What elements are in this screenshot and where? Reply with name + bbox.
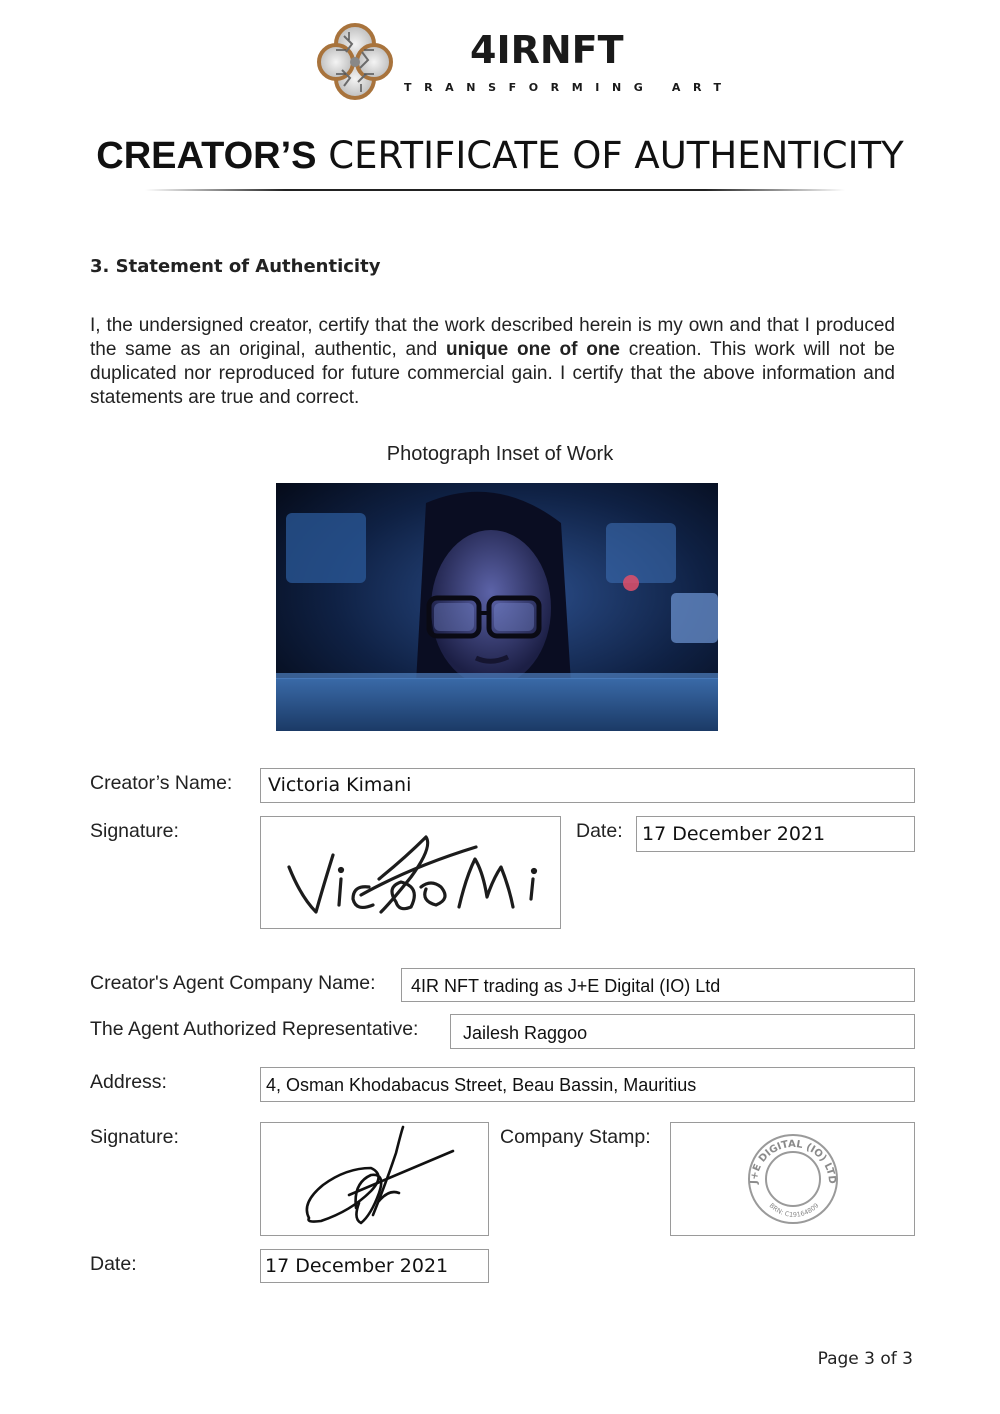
- creator-signature-box: [260, 816, 561, 929]
- creator-date-field: [636, 816, 915, 852]
- statement-bold: unique one of one: [445, 339, 621, 360]
- agent-address-value: 4, Osman Khodabacus Street, Beau Bassin, Mauritius: [266, 1075, 697, 1095]
- creator-signature-label: Signature:: [90, 820, 179, 842]
- title-divider: [145, 189, 845, 191]
- creator-signature-icon: [261, 817, 560, 928]
- agent-company-label: Creator's Agent Company Name:: [90, 972, 376, 994]
- agent-date-value: 17 December 2021: [265, 1255, 449, 1277]
- statement-part1: I, the undersigned creator, certify that the work described herein is my own and that I produced the same as an original, authentic, and: [90, 315, 895, 360]
- stamp-text-bottom: BRN: C19164809: [767, 1201, 821, 1219]
- section-heading: [90, 256, 380, 277]
- agent-date-field: [260, 1249, 489, 1283]
- creator-name-label: Creator’s Name:: [90, 772, 233, 794]
- agent-company-field: [401, 968, 915, 1002]
- agent-rep-field: [450, 1014, 915, 1049]
- agent-signature-box: [260, 1122, 489, 1236]
- section-number: 3.: [90, 256, 110, 277]
- agent-date-label: Date:: [90, 1253, 137, 1275]
- stamp-text-top: J+E DIGITAL (IO) LTD: [748, 1138, 838, 1185]
- creator-name-field: [260, 768, 915, 803]
- brand-tagline: TRANSFORMING ART: [404, 81, 734, 94]
- agent-rep-value: Jailesh Raggoo: [463, 1023, 588, 1043]
- photo-caption: Photograph Inset of Work: [386, 443, 614, 465]
- title-bold: CREATOR’S: [96, 135, 317, 177]
- company-stamp-icon: [743, 1133, 843, 1225]
- creator-date-value: 17 December 2021: [642, 823, 826, 845]
- creator-date-label: Date:: [576, 820, 623, 842]
- agent-company-value: 4IR NFT trading as J+E Digital (IO) Ltd: [411, 976, 721, 996]
- agent-rep-label: The Agent Authorized Representative:: [90, 1018, 419, 1040]
- authenticity-statement: [90, 314, 895, 410]
- artwork-photo: [276, 483, 718, 731]
- company-stamp-label: Company Stamp:: [500, 1126, 651, 1148]
- company-stamp-box: [670, 1122, 915, 1236]
- brand-logo-icon: [316, 22, 394, 102]
- statement-part2: creation. This work will not be duplicated nor reproduced for future commercial gain. I certify that the above information and statements are true and correct.: [90, 339, 896, 408]
- section-title: Statement of Authenticity: [115, 256, 381, 277]
- document-title: [0, 134, 1000, 178]
- agent-signature-icon: [261, 1123, 488, 1235]
- agent-address-label: Address:: [90, 1071, 167, 1093]
- title-rest: CERTIFICATE OF AUTHENTICITY: [328, 134, 904, 177]
- agent-address-field: [260, 1067, 915, 1102]
- creator-name-value: Victoria Kimani: [268, 774, 412, 796]
- agent-signature-label: Signature:: [90, 1126, 179, 1148]
- page-number: Page 3 of 3: [817, 1349, 913, 1369]
- brand-name: 4IRNFT: [470, 28, 624, 72]
